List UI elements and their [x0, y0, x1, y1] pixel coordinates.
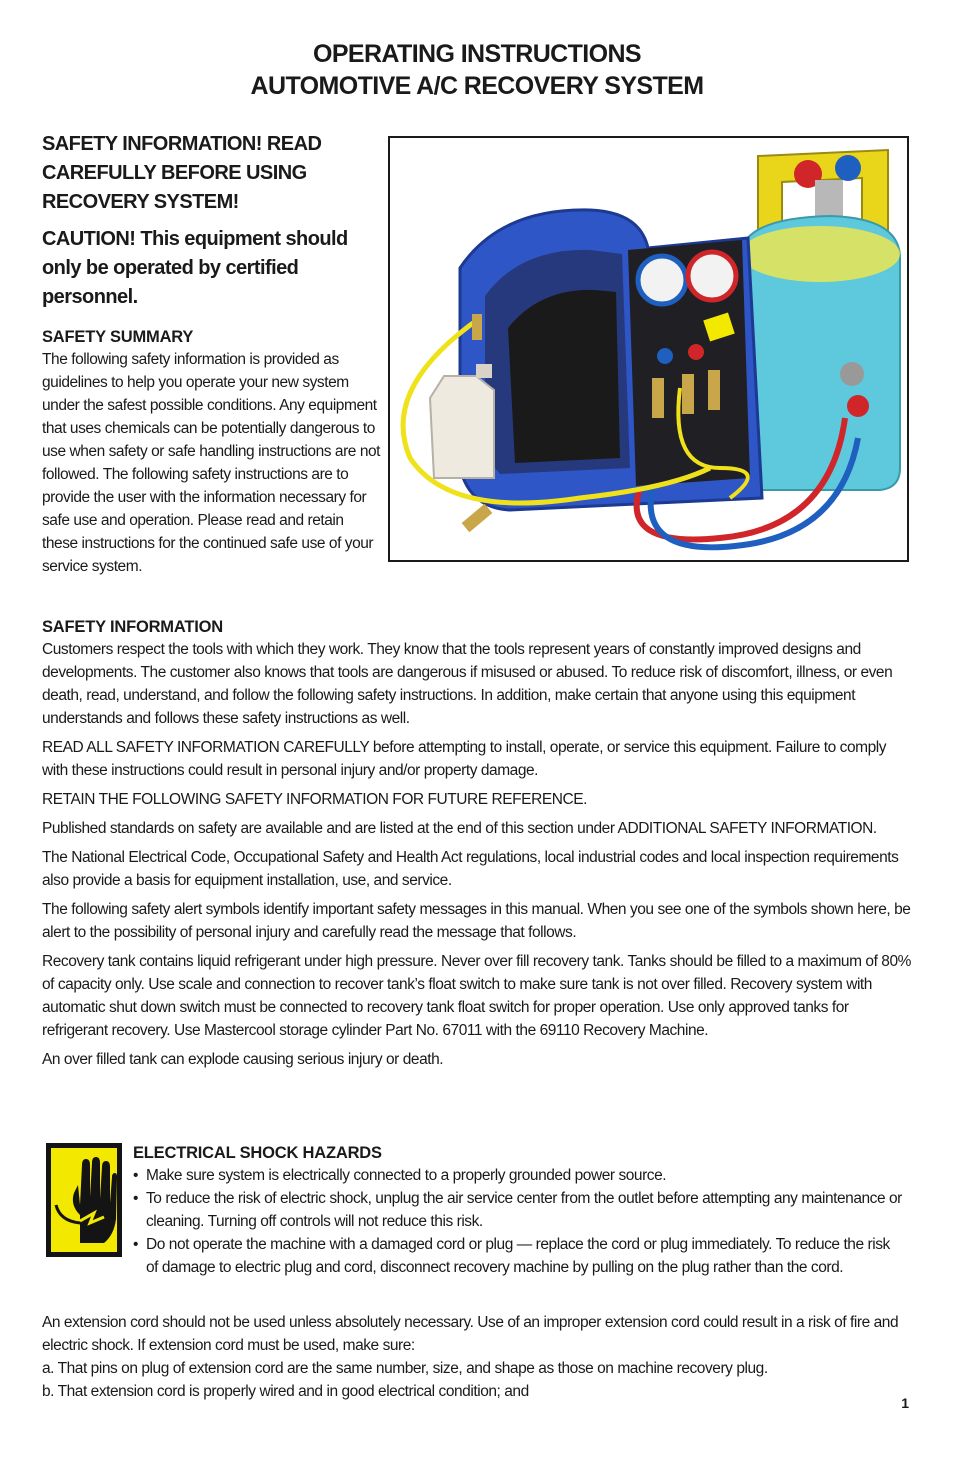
electrical-hazards-section [133, 1142, 903, 1279]
safety-paragraph: READ ALL SAFETY INFORMATION CAREFULLY before attempting to install, operate, or service this equipment. Failure to comply with these instructions could result in personal injury and/or property damage. [42, 739, 887, 779]
product-photo [388, 136, 909, 562]
safety-paragraph: Recovery tank contains liquid refrigerant under high pressure. Never over fill recovery tank. Tanks should be filled to a maximum of 80% of capacity only. Use scale and connection to recover tank’s float switch to make sure tank is not over filled. Recovery system with automatic shut down switch must be connected to recovery tank float switch for proper operation. Use only approved tanks for refrigerant recovery. Use Mastercool storage cylinder Part No. 67011 with the 69110 Recovery Machine. [42, 953, 911, 1039]
bullet-glyph: • [133, 1236, 138, 1253]
extension-cord-item-b: b. That extension cord is properly wired and in good electrical condition; and [42, 1383, 529, 1400]
bullet-glyph: • [133, 1190, 138, 1207]
extension-cord-item-a: a. That pins on plug of extension cord are the same number, size, and shape as those on machine recovery plug. [42, 1360, 768, 1377]
list-item [133, 1187, 903, 1233]
page-title [0, 38, 954, 102]
safety-paragraph: Published standards on safety are available and are listed at the end of this section under ADDITIONAL SAFETY INFORMATION. [42, 820, 877, 837]
electric-shock-hazard-icon [46, 1143, 122, 1257]
list-item-text: Make sure system is electrically connected to a properly grounded power source. [146, 1167, 667, 1184]
electrical-hazards-heading: ELECTRICAL SHOCK HAZARDS [133, 1144, 382, 1162]
list-item-text: Do not operate the machine with a damaged cord or plug — replace the cord or plug immediately. To reduce the risk of damage to electric plug and cord, disconnect recovery machine by pulling on the plug rather than the cord. [146, 1236, 890, 1276]
safety-paragraph: The following safety alert symbols identify important safety messages in this manual. When you see one of the symbols shown here, be alert to the possibility of personal injury and carefully read the message that follows. [42, 901, 911, 941]
safety-summary-heading: SAFETY SUMMARY [42, 328, 194, 346]
list-item-text: To reduce the risk of electric shock, unplug the air service center from the outlet before attempting any maintenance or cleaning. Turning off controls will not reduce this risk. [146, 1190, 902, 1230]
safety-paragraph: RETAIN THE FOLLOWING SAFETY INFORMATION FOR FUTURE REFERENCE. [42, 791, 587, 808]
recovery-machine-illustration [390, 138, 907, 560]
list-item [133, 1233, 903, 1279]
title-line-1: OPERATING INSTRUCTIONS [312, 40, 641, 68]
caution-heading: CAUTION! This equipment should only be operated by certified personnel. [42, 228, 348, 308]
extension-cord-paragraph: An extension cord should not be used unless absolutely necessary. Use of an improper extension cord could result in a risk of fire and electric shock. If extension cord must be used, make sure: [42, 1314, 899, 1354]
safety-paragraph: Customers respect the tools with which they work. They know that the tools represent years of constantly improved designs and developments. The customer also knows that tools are dangerous if misused or abused. To reduce risk of discomfort, illness, or even death, read, understand, and follow the following safety instructions. In addition, make certain that anyone using this equipment understands and follows these safety instructions as well. [42, 641, 893, 727]
electrical-hazards-list [133, 1164, 903, 1279]
safety-summary-text: The following safety information is provided as guidelines to help you operate your new system under the safest possible conditions. Any equipment that uses chemicals can be potentially dangerous to use when safety or safe handling instructions are not followed. The following safety instructions are to provide the user with the information necessary for safe use and operation. Please read and retain these instructions for the continued safe use of your service system. [42, 351, 381, 575]
list-item [133, 1164, 903, 1187]
safety-paragraph: An over filled tank can explode causing serious injury or death. [42, 1051, 444, 1068]
bullet-glyph: • [133, 1167, 138, 1184]
page-number: 1 [901, 1395, 909, 1411]
safety-paragraph: The National Electrical Code, Occupational Safety and Health Act regulations, local industrial codes and local inspection requirements also provide a basis for equipment installation, use, and service. [42, 849, 899, 889]
left-column [42, 130, 382, 578]
safety-warning-heading: SAFETY INFORMATION! READ CAREFULLY BEFORE USING RECOVERY SYSTEM! [42, 133, 322, 213]
safety-information-heading: SAFETY INFORMATION [42, 618, 223, 636]
safety-information-section [42, 616, 914, 1077]
extension-cord-section [42, 1311, 914, 1403]
title-line-2: AUTOMOTIVE A/C RECOVERY SYSTEM [250, 72, 704, 100]
